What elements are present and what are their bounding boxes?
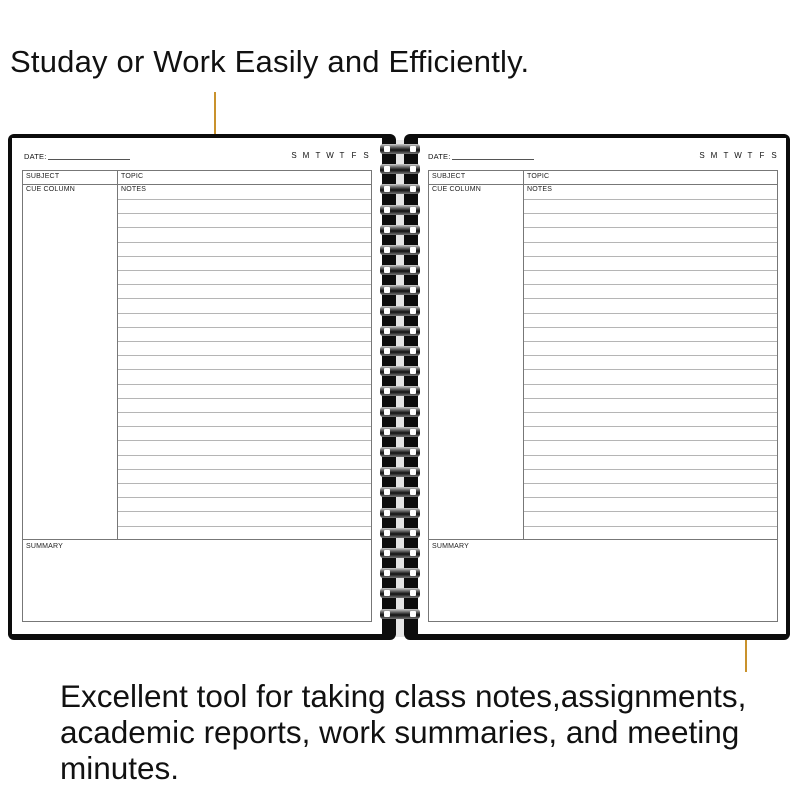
note-line[interactable] xyxy=(524,341,777,342)
note-line[interactable] xyxy=(524,369,777,370)
spiral-ring xyxy=(380,407,420,417)
weekday-selector xyxy=(288,151,372,160)
subject-row xyxy=(429,171,777,185)
date-field-line[interactable] xyxy=(452,159,534,160)
note-line[interactable] xyxy=(118,256,371,257)
spiral-ring xyxy=(380,568,420,578)
note-line[interactable] xyxy=(118,483,371,484)
day-tuesday[interactable]: T xyxy=(723,151,729,160)
note-line[interactable] xyxy=(524,199,777,200)
note-line[interactable] xyxy=(118,227,371,228)
spiral-ring xyxy=(380,285,420,295)
day-friday[interactable]: F xyxy=(351,151,357,160)
topic-label: TOPIC xyxy=(527,173,550,180)
note-line[interactable] xyxy=(524,256,777,257)
notes-label: NOTES xyxy=(121,186,147,193)
spiral-ring xyxy=(380,447,420,457)
right-page xyxy=(418,138,786,634)
spiral-ring xyxy=(380,528,420,538)
note-line[interactable] xyxy=(118,526,371,527)
note-line[interactable] xyxy=(118,270,371,271)
day-wednesday[interactable]: W xyxy=(734,151,742,160)
spiral-ring xyxy=(380,609,420,619)
spiral-ring xyxy=(380,265,420,275)
note-line[interactable] xyxy=(524,284,777,285)
note-line[interactable] xyxy=(524,412,777,413)
note-line[interactable] xyxy=(524,327,777,328)
day-thursday[interactable]: T xyxy=(747,151,753,160)
spiral-ring xyxy=(380,427,420,437)
day-monday[interactable]: M xyxy=(710,151,718,160)
note-line[interactable] xyxy=(524,526,777,527)
note-line[interactable] xyxy=(118,455,371,456)
day-sunday[interactable]: S xyxy=(291,151,297,160)
date-label: DATE: xyxy=(428,152,451,161)
spiral-ring xyxy=(380,205,420,215)
subject-row xyxy=(23,171,371,185)
cue-column-label: CUE COLUMN xyxy=(432,186,482,193)
day-tuesday[interactable]: T xyxy=(315,151,321,160)
spiral-ring xyxy=(380,245,420,255)
cornell-grid xyxy=(22,170,372,622)
spiral-ring xyxy=(380,467,420,477)
summary-divider xyxy=(23,539,371,540)
note-line[interactable] xyxy=(118,298,371,299)
spiral-ring xyxy=(380,184,420,194)
spiral-ring xyxy=(380,225,420,235)
cue-column-label: CUE COLUMN xyxy=(26,186,76,193)
note-line[interactable] xyxy=(524,213,777,214)
note-line[interactable] xyxy=(118,199,371,200)
caption-line-3: minutes. xyxy=(60,750,180,786)
note-line[interactable] xyxy=(118,242,371,243)
note-line[interactable] xyxy=(118,398,371,399)
date-field-line[interactable] xyxy=(48,159,130,160)
subject-label: SUBJECT xyxy=(432,173,466,180)
spiral-ring xyxy=(380,346,420,356)
cornell-grid xyxy=(428,170,778,622)
note-line[interactable] xyxy=(118,412,371,413)
note-line[interactable] xyxy=(524,227,777,228)
day-thursday[interactable]: T xyxy=(339,151,345,160)
note-line[interactable] xyxy=(118,355,371,356)
note-line[interactable] xyxy=(118,440,371,441)
note-line[interactable] xyxy=(524,398,777,399)
right-page-header xyxy=(418,138,786,168)
note-line[interactable] xyxy=(118,384,371,385)
day-friday[interactable]: F xyxy=(759,151,765,160)
spiral-ring xyxy=(380,306,420,316)
day-monday[interactable]: M xyxy=(302,151,310,160)
spiral-ring xyxy=(380,386,420,396)
note-line[interactable] xyxy=(524,440,777,441)
note-line[interactable] xyxy=(524,313,777,314)
weekday-selector xyxy=(696,151,780,160)
day-saturday[interactable]: S xyxy=(771,151,777,160)
headline: Studay or Work Easily and Efficiently. xyxy=(10,44,530,79)
note-line[interactable] xyxy=(118,369,371,370)
day-saturday[interactable]: S xyxy=(363,151,369,160)
note-line[interactable] xyxy=(524,497,777,498)
summary-label: SUMMARY xyxy=(26,543,64,550)
caption-line-1: Excellent tool for taking class notes,assignments, xyxy=(60,678,747,714)
note-line[interactable] xyxy=(118,341,371,342)
spiral-ring xyxy=(380,144,420,154)
note-line[interactable] xyxy=(118,313,371,314)
note-line[interactable] xyxy=(118,284,371,285)
left-page-header xyxy=(12,138,382,168)
note-line[interactable] xyxy=(524,426,777,427)
notes-label: NOTES xyxy=(527,186,553,193)
spiral-ring xyxy=(380,508,420,518)
note-line[interactable] xyxy=(118,213,371,214)
spiral-ring xyxy=(380,326,420,336)
note-line[interactable] xyxy=(524,469,777,470)
spiral-ring xyxy=(380,487,420,497)
day-wednesday[interactable]: W xyxy=(326,151,334,160)
date-label: DATE: xyxy=(24,152,47,161)
caption xyxy=(60,678,795,786)
note-line[interactable] xyxy=(524,355,777,356)
topic-label: TOPIC xyxy=(121,173,144,180)
subject-label: SUBJECT xyxy=(26,173,60,180)
spiral-ring xyxy=(380,548,420,558)
note-line[interactable] xyxy=(524,483,777,484)
note-line[interactable] xyxy=(118,426,371,427)
caption-line-2: academic reports, work summaries, and meeting xyxy=(60,714,740,750)
note-line[interactable] xyxy=(524,511,777,512)
note-line[interactable] xyxy=(524,242,777,243)
spiral-ring xyxy=(380,164,420,174)
note-line[interactable] xyxy=(118,327,371,328)
summary-label: SUMMARY xyxy=(432,543,470,550)
spiral-ring xyxy=(380,588,420,598)
left-page xyxy=(12,138,382,634)
note-line[interactable] xyxy=(524,298,777,299)
summary-divider xyxy=(429,539,777,540)
spiral-ring xyxy=(380,366,420,376)
note-line[interactable] xyxy=(524,455,777,456)
note-line[interactable] xyxy=(118,497,371,498)
note-line[interactable] xyxy=(118,511,371,512)
note-line[interactable] xyxy=(524,270,777,271)
note-line[interactable] xyxy=(118,469,371,470)
note-line[interactable] xyxy=(524,384,777,385)
spiral-binding xyxy=(378,140,422,630)
day-sunday[interactable]: S xyxy=(699,151,705,160)
